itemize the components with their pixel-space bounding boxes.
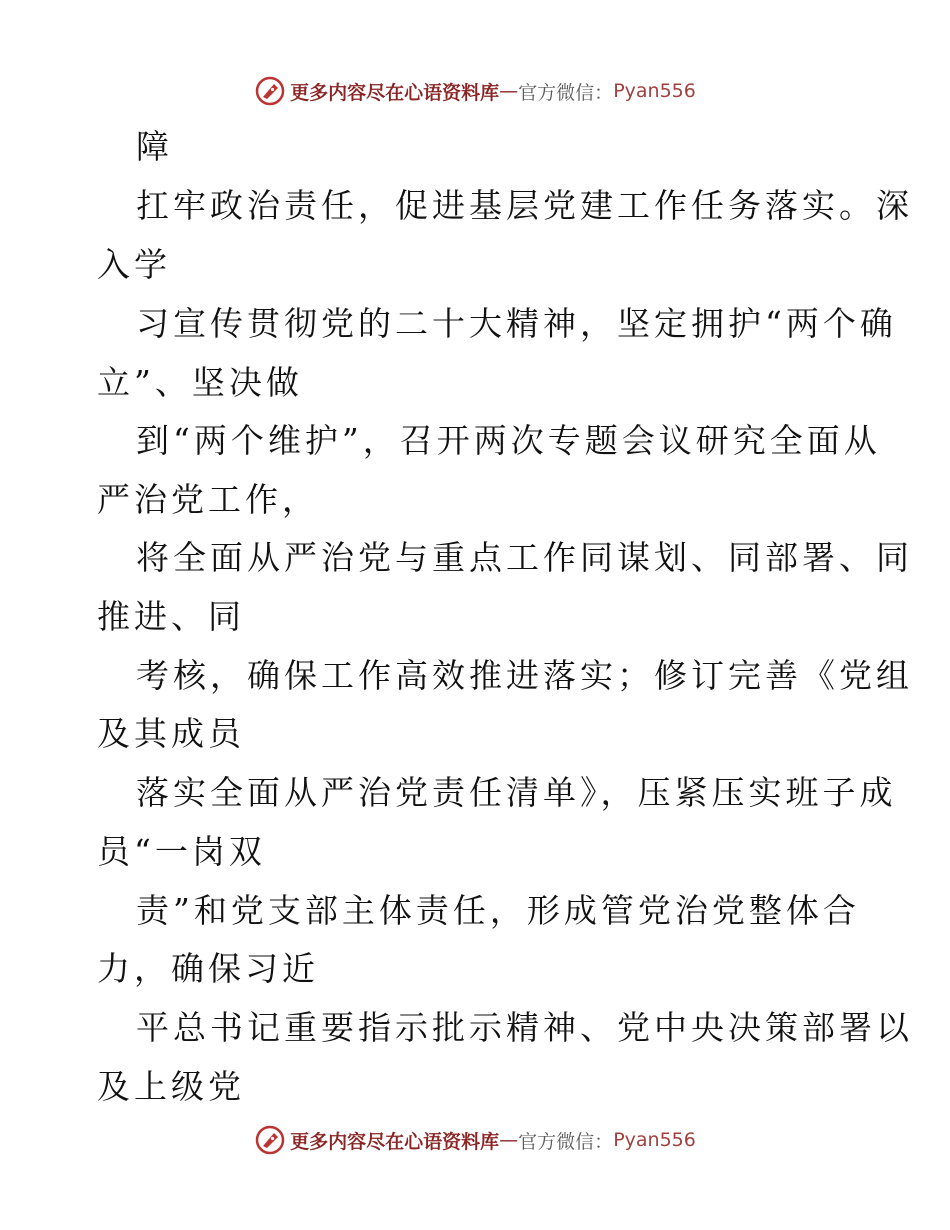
text-line: 入学 xyxy=(97,245,171,284)
watermark-brand: 更多内容尽在心语资料库 xyxy=(290,1130,500,1153)
text-line: 立”、坚决做 xyxy=(97,363,303,402)
watermark-wechat-id: Pyan556 xyxy=(613,80,696,102)
text-line: 考核，确保工作高效推进落实；修订完善《党组 xyxy=(136,656,913,695)
text-line: 及其成员 xyxy=(97,714,245,753)
text-line: 平总书记重要指示批示精神、党中央决策部署以 xyxy=(136,1008,913,1047)
text-line: 将全面从严治党与重点工作同谋划、同部署、同 xyxy=(136,538,913,577)
watermark-wechat-id: Pyan556 xyxy=(613,1129,696,1151)
text-line: 严治党工作， xyxy=(97,480,319,519)
text-line: 推进、同 xyxy=(97,597,245,636)
text-line: 员“一岗双 xyxy=(97,832,266,871)
text-line: 责”和党支部主体责任，形成管党治党整体合 xyxy=(136,891,860,930)
text-line: 力，确保习近 xyxy=(97,949,319,988)
watermark-wechat-label: 官方微信： xyxy=(518,1130,614,1153)
watermark-separator: — xyxy=(499,1129,519,1151)
pen-nib-circle-icon xyxy=(254,1124,286,1156)
text-line: 及上级党 xyxy=(97,1067,245,1106)
footer-watermark xyxy=(0,1120,950,1160)
watermark-separator: — xyxy=(499,80,519,102)
watermark-wechat-label: 官方微信： xyxy=(518,81,614,104)
text-line: 扛牢政治责任，促进基层党建工作任务落实。深 xyxy=(136,186,913,225)
text-line: 习宣传贯彻党的二十大精神，坚定拥护“两个确 xyxy=(136,304,897,343)
text-line: 到“两个维护”，召开两次专题会议研究全面从 xyxy=(136,421,881,460)
text-line: 障 xyxy=(136,127,173,166)
text-line: 落实全面从严治党责任清单》，压紧压实班子成 xyxy=(136,773,897,812)
watermark-brand: 更多内容尽在心语资料库 xyxy=(290,81,500,104)
